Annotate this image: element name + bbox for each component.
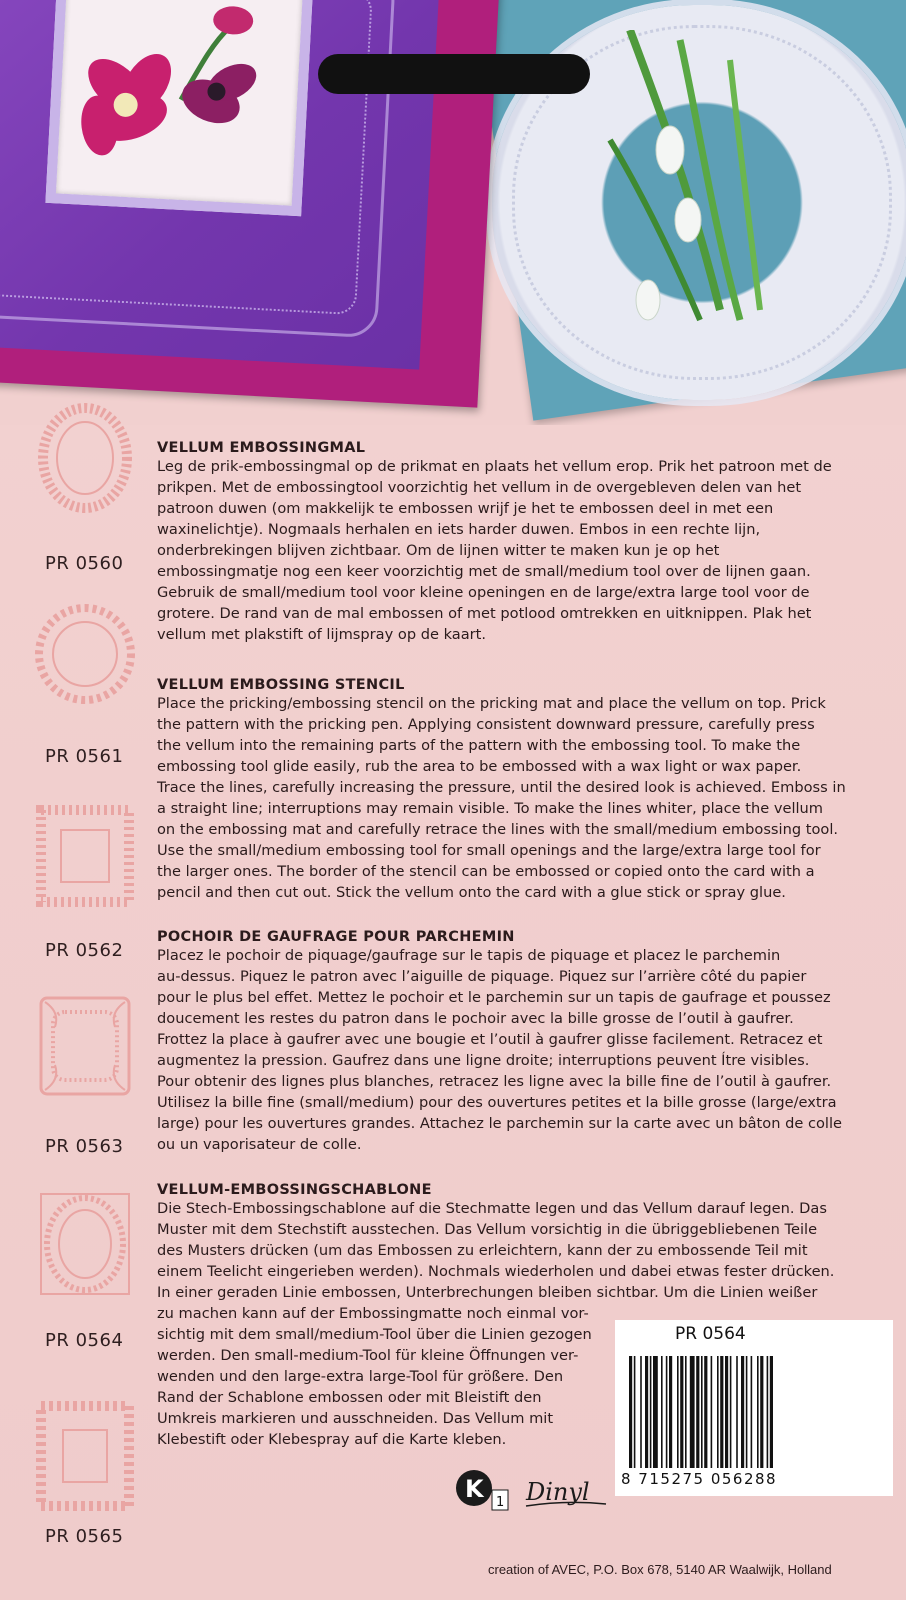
svg-text:1: 1 xyxy=(496,1495,505,1510)
stencil-thumbnail-pr0565 xyxy=(35,1400,135,1512)
section-body: Die Stech-Embossingschablone auf die Stechmatte legen und das Vellum darauf legen. Das Muster mit dem Stechstift ausstechen. Das Vellum vorsichtig in die übriggebliebenen Teile des Musters drücken (um das Embossen zu erleichtern, kann der zu embossende Teil mit einem Teelicht eingerieben werden). Nochmals wiederholen und dabei etwas fester drücken. In einer geraden Linie embossen, Unterbrechungen bleiben sichtbar. Um die Linien weißer zu machen kann auf der Embossingmatte noch einmal vor- sichtig mit dem small/medium-Tool über die Linien gezogen werden. Den small-medium-Tool für kleine Öffnungen ver- wenden und den large-extra large-Tool für größere. Den Rand der Schablone embossen oder mit Bleistift den Umkreis markieren und ausschneiden. Das Vellum mit Klebestift oder Klebespray auf die Karte kleben. xyxy=(157,1200,835,1448)
oval-frame-icon xyxy=(35,1188,135,1300)
stencil-code: PR 0564 xyxy=(45,1330,124,1351)
stencil-code: PR 0562 xyxy=(45,940,124,961)
section-title: VELLUM EMBOSSING STENCIL xyxy=(157,677,405,693)
barcode-product-code: PR 0564 xyxy=(675,1324,746,1344)
k-brand-logo-icon xyxy=(452,1466,512,1516)
stencil-code: PR 0563 xyxy=(45,1136,124,1157)
barcode-label xyxy=(615,1320,893,1496)
circle-doily-icon xyxy=(35,598,135,710)
section-body: Place the pricking/embossing stencil on the pricking mat and place the vellum on top. Prick the pattern with the pricking pen. Applying consistent downward pressure, carefully press the vellum into the remaining parts of the pattern with the embossing tool. To make the embossing tool glide easily, rub the area to be embossed with a wax light or wax paper. Trace the lines, carefully increasing the pressure, until the desired look is achieved. Emboss in a straight line; interruptions may remain visible. To make the lines whiter, place the vellum on the embossing mat and carefully retrace the lines with the small/medium embossing tool. Use the small/medium embossing tool for small openings and the large/extra large tool for the larger ones. The border of the stencil can be embossed or copied onto the card with a pencil and then cut out. Stick the vellum onto the card with a glue stick or spray glue. xyxy=(157,695,846,901)
section-title: POCHOIR DE GAUFRAGE POUR PARCHEMIN xyxy=(157,929,515,945)
stencil-code: PR 0560 xyxy=(45,553,124,574)
footer-address: creation of AVEC, P.O. Box 678, 5140 AR Waalwijk, Holland xyxy=(488,1562,832,1577)
oval-frame-icon xyxy=(35,402,135,514)
stencil-thumbnail-pr0561 xyxy=(35,598,135,710)
ornate-square-icon xyxy=(35,990,135,1102)
instructions-french xyxy=(157,929,857,1155)
hanger-hole xyxy=(318,54,590,94)
flower-picture xyxy=(45,0,314,216)
svg-text:Dinyl: Dinyl xyxy=(526,1478,590,1506)
instructions-english xyxy=(157,677,857,903)
square-frame-icon xyxy=(35,800,135,912)
stencil-code: PR 0561 xyxy=(45,746,124,767)
product-photo xyxy=(0,0,906,425)
stencil-thumbnail-pr0562 xyxy=(35,800,135,912)
stencil-thumbnail-pr0560 xyxy=(35,402,135,514)
section-body: Placez le pochoir de piquage/gaufrage sur le tapis de piquage et placez le parchemin au-dessus. Piquez le patron avec l’aiguille de piquage. Piquez sur l’arrière côté du papier pour le plus bel effet. Mettez le pochoir et le parchemin sur un tapis de gaufrage et poussez doucement les restes du patron dans le pochoir avec la bille grosse de l’outil à gaufrer. Frottez la place à gaufrer avec une bougie et l’outil à gaufrer glisse facilement. Retracez et augmentez la pression. Gaufrez dans une ligne droite; interruptions peuvent Ítre visibles. Pour obtenir des lignes plus blanches, retracez les ligne avec la bille fine de l’outil à gaufrer. Utilisez la bille fine (small/medium) pour des ouvertures petites et la bille grosse (large/extra large) pour les ouvertures grandes. Attachez le parchemin sur la carte avec un bâton de colle ou un vaporisateur de colle. xyxy=(157,947,843,1153)
section-title: VELLUM-EMBOSSINGSCHABLONE xyxy=(157,1182,432,1198)
barcode-number: 8 715275 056288 xyxy=(621,1470,778,1488)
signature-logo-icon xyxy=(522,1468,612,1516)
anemone-flower-illustration xyxy=(56,0,304,206)
svg-text:K: K xyxy=(465,1475,484,1503)
barcode-icon xyxy=(629,1356,879,1468)
section-title: VELLUM EMBOSSINGMAL xyxy=(157,440,366,456)
rect-lace-icon xyxy=(35,1400,135,1512)
snowdrop-illustration xyxy=(600,30,780,330)
instructions-dutch xyxy=(157,440,857,645)
stencil-thumbnail-pr0563 xyxy=(35,990,135,1102)
stencil-code: PR 0565 xyxy=(45,1526,124,1547)
stencil-thumbnail-pr0564 xyxy=(35,1188,135,1300)
section-body: Leg de prik-embossingmal op de prikmat en plaats het vellum erop. Prik het patroon met de prikpen. Met de embossingtool voorzichtig het vellum in de overgebleven delen van het patroon duwen (om makkelijk te embossen wrijf je het te embossen deel in met een waxinelichtje). Nogmaals herhalen en iets harder duwen. Embos in een rechte lijn, onderbrekingen blijven zichtbaar. Om de lijnen witter te maken kun je op het embossingmatje nog een keer voorzichtig met de small/medium tool over de lijnen gaan. Gebruik de small/medium tool voor kleine openingen en de large/extra large tool voor de grotere. De rand van de mal embossen of met potlood omtrekken en uitknippen. Plak het vellum met plakstift of lijmspray op de kaart. xyxy=(157,458,832,643)
